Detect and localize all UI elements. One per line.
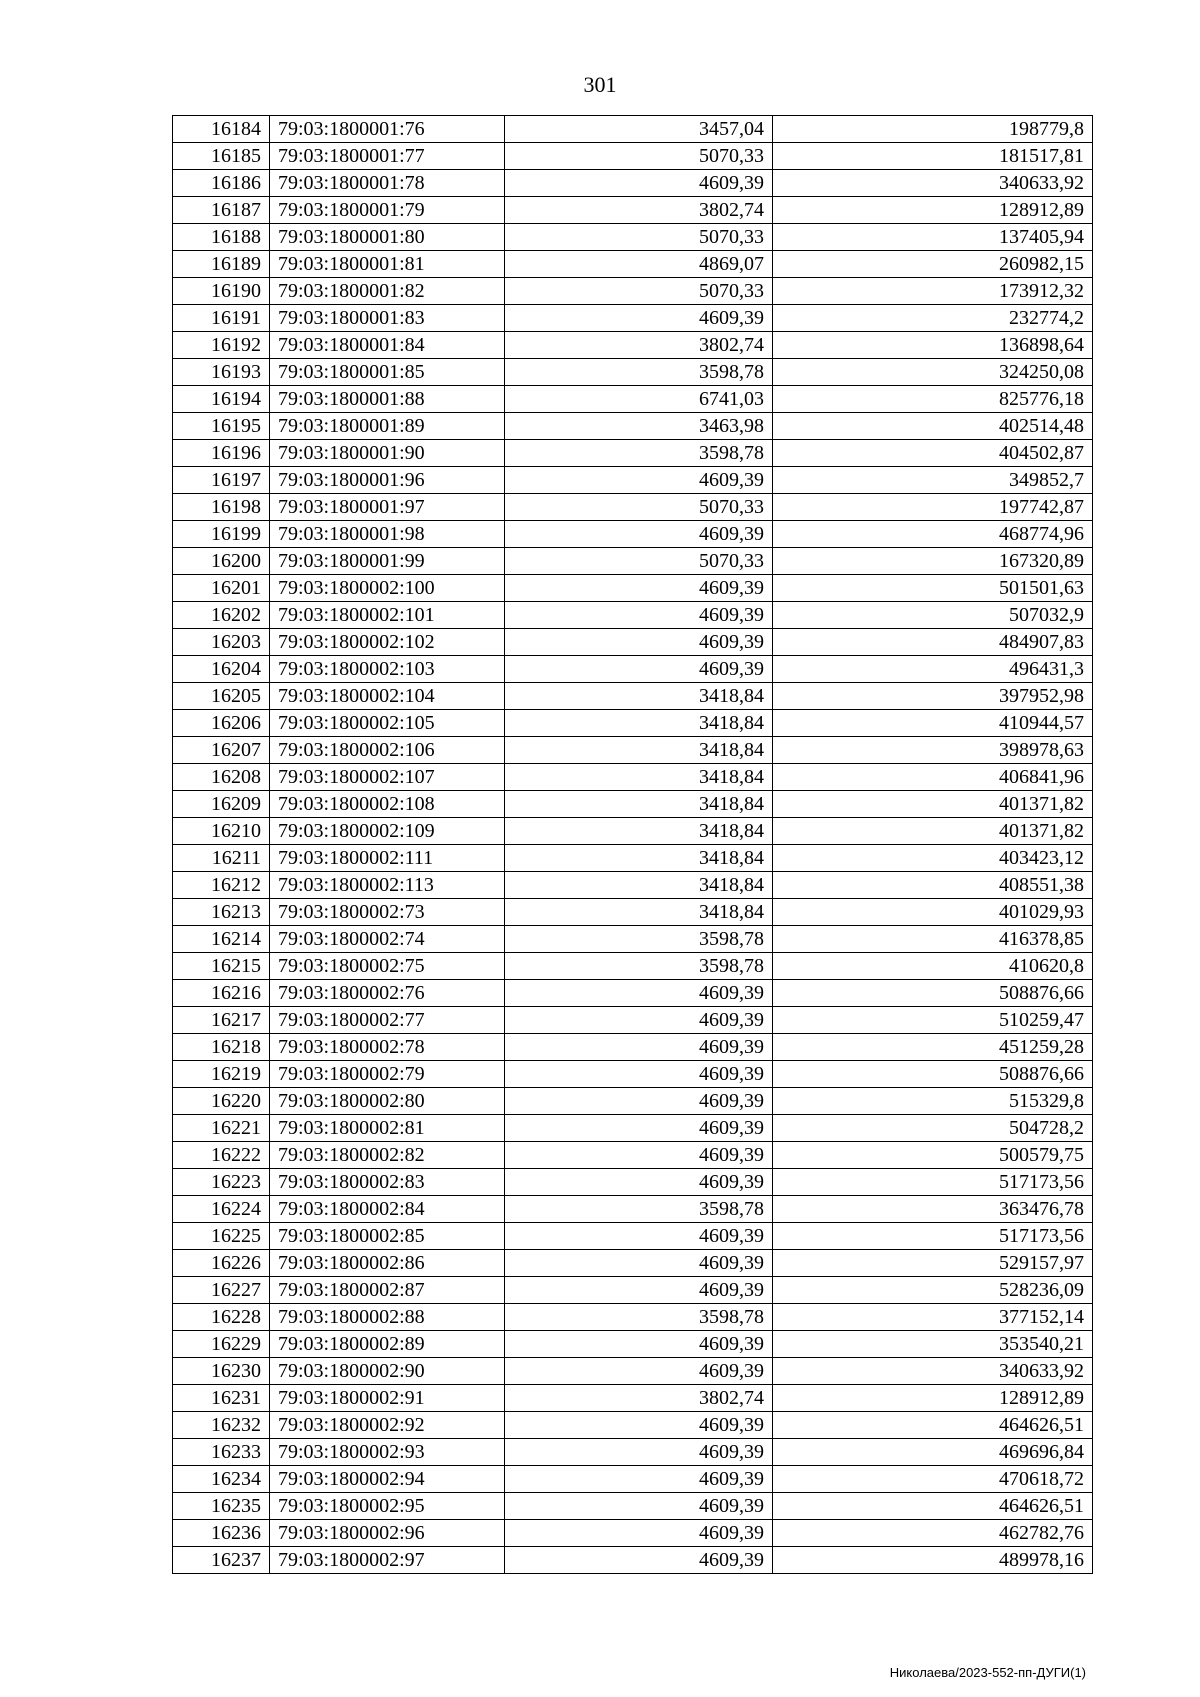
table-row: [173, 1358, 1093, 1385]
row-number-cell: 16222: [173, 1142, 270, 1169]
row-number-cell: 16223: [173, 1169, 270, 1196]
cost-cell: 197742,87: [773, 494, 1093, 521]
row-number-cell: 16196: [173, 440, 270, 467]
table-row: [173, 386, 1093, 413]
cost-cell: 401371,82: [773, 791, 1093, 818]
area-cell: 3418,84: [505, 764, 773, 791]
cadastral-number-cell: 79:03:1800001:78: [270, 170, 505, 197]
cadastral-number-cell: 79:03:1800002:76: [270, 980, 505, 1007]
row-number-cell: 16224: [173, 1196, 270, 1223]
area-cell: 3598,78: [505, 359, 773, 386]
area-cell: 3463,98: [505, 413, 773, 440]
cost-cell: 406841,96: [773, 764, 1093, 791]
cost-cell: 468774,96: [773, 521, 1093, 548]
area-cell: 3802,74: [505, 332, 773, 359]
cadastral-number-cell: 79:03:1800002:83: [270, 1169, 505, 1196]
cost-cell: 410944,57: [773, 710, 1093, 737]
cost-cell: 825776,18: [773, 386, 1093, 413]
area-cell: 3418,84: [505, 737, 773, 764]
cadastral-number-cell: 79:03:1800001:90: [270, 440, 505, 467]
cadastral-table: [172, 115, 1093, 1574]
cadastral-number-cell: 79:03:1800002:103: [270, 656, 505, 683]
table-row: [173, 1331, 1093, 1358]
cost-cell: 464626,51: [773, 1412, 1093, 1439]
cadastral-number-cell: 79:03:1800001:83: [270, 305, 505, 332]
area-cell: 4609,39: [505, 1439, 773, 1466]
cadastral-number-cell: 79:03:1800001:80: [270, 224, 505, 251]
cadastral-number-cell: 79:03:1800001:89: [270, 413, 505, 440]
area-cell: 4609,39: [505, 1358, 773, 1385]
row-number-cell: 16226: [173, 1250, 270, 1277]
table-row: [173, 359, 1093, 386]
cost-cell: 410620,8: [773, 953, 1093, 980]
table-row: [173, 980, 1093, 1007]
cadastral-number-cell: 79:03:1800002:82: [270, 1142, 505, 1169]
cost-cell: 128912,89: [773, 197, 1093, 224]
table-row: [173, 1196, 1093, 1223]
area-cell: 5070,33: [505, 548, 773, 575]
table-row: [173, 629, 1093, 656]
table-row: [173, 926, 1093, 953]
row-number-cell: 16185: [173, 143, 270, 170]
row-number-cell: 16225: [173, 1223, 270, 1250]
cost-cell: 401371,82: [773, 818, 1093, 845]
cost-cell: 416378,85: [773, 926, 1093, 953]
table-row: [173, 494, 1093, 521]
cadastral-number-cell: 79:03:1800002:100: [270, 575, 505, 602]
area-cell: 4609,39: [505, 602, 773, 629]
cost-cell: 324250,08: [773, 359, 1093, 386]
cadastral-number-cell: 79:03:1800001:79: [270, 197, 505, 224]
area-cell: 4609,39: [505, 575, 773, 602]
table-row: [173, 116, 1093, 143]
row-number-cell: 16234: [173, 1466, 270, 1493]
table-row: [173, 1250, 1093, 1277]
cadastral-number-cell: 79:03:1800002:107: [270, 764, 505, 791]
area-cell: 4609,39: [505, 656, 773, 683]
row-number-cell: 16219: [173, 1061, 270, 1088]
cadastral-number-cell: 79:03:1800001:88: [270, 386, 505, 413]
table-row: [173, 1034, 1093, 1061]
row-number-cell: 16216: [173, 980, 270, 1007]
area-cell: 6741,03: [505, 386, 773, 413]
table-row: [173, 1304, 1093, 1331]
cost-cell: 340633,92: [773, 1358, 1093, 1385]
area-cell: 4609,39: [505, 1007, 773, 1034]
row-number-cell: 16187: [173, 197, 270, 224]
cost-cell: 136898,64: [773, 332, 1093, 359]
row-number-cell: 16227: [173, 1277, 270, 1304]
row-number-cell: 16191: [173, 305, 270, 332]
area-cell: 3802,74: [505, 1385, 773, 1412]
cadastral-number-cell: 79:03:1800002:80: [270, 1088, 505, 1115]
cadastral-number-cell: 79:03:1800002:106: [270, 737, 505, 764]
cadastral-number-cell: 79:03:1800002:79: [270, 1061, 505, 1088]
row-number-cell: 16208: [173, 764, 270, 791]
area-cell: 5070,33: [505, 224, 773, 251]
cost-cell: 484907,83: [773, 629, 1093, 656]
row-number-cell: 16232: [173, 1412, 270, 1439]
table-row: [173, 1385, 1093, 1412]
cadastral-number-cell: 79:03:1800001:77: [270, 143, 505, 170]
row-number-cell: 16202: [173, 602, 270, 629]
area-cell: 4609,39: [505, 1142, 773, 1169]
row-number-cell: 16184: [173, 116, 270, 143]
cadastral-number-cell: 79:03:1800002:89: [270, 1331, 505, 1358]
area-cell: 4609,39: [505, 1520, 773, 1547]
table-row: [173, 440, 1093, 467]
table-row: [173, 791, 1093, 818]
area-cell: 4609,39: [505, 1061, 773, 1088]
cadastral-number-cell: 79:03:1800002:111: [270, 845, 505, 872]
table-row: [173, 1547, 1093, 1574]
cost-cell: 528236,09: [773, 1277, 1093, 1304]
cadastral-number-cell: 79:03:1800001:81: [270, 251, 505, 278]
row-number-cell: 16195: [173, 413, 270, 440]
table-row: [173, 872, 1093, 899]
area-cell: 3418,84: [505, 683, 773, 710]
area-cell: 4609,39: [505, 1412, 773, 1439]
cadastral-number-cell: 79:03:1800002:77: [270, 1007, 505, 1034]
table-row: [173, 764, 1093, 791]
cadastral-number-cell: 79:03:1800002:94: [270, 1466, 505, 1493]
cadastral-number-cell: 79:03:1800001:85: [270, 359, 505, 386]
area-cell: 3598,78: [505, 1304, 773, 1331]
cadastral-number-cell: 79:03:1800002:74: [270, 926, 505, 953]
cadastral-number-cell: 79:03:1800002:96: [270, 1520, 505, 1547]
area-cell: 3418,84: [505, 710, 773, 737]
area-cell: 5070,33: [505, 494, 773, 521]
cadastral-number-cell: 79:03:1800002:108: [270, 791, 505, 818]
row-number-cell: 16186: [173, 170, 270, 197]
row-number-cell: 16215: [173, 953, 270, 980]
row-number-cell: 16217: [173, 1007, 270, 1034]
cost-cell: 401029,93: [773, 899, 1093, 926]
table-row: [173, 197, 1093, 224]
cost-cell: 377152,14: [773, 1304, 1093, 1331]
cost-cell: 128912,89: [773, 1385, 1093, 1412]
area-cell: 3457,04: [505, 116, 773, 143]
cost-cell: 173912,32: [773, 278, 1093, 305]
row-number-cell: 16236: [173, 1520, 270, 1547]
row-number-cell: 16237: [173, 1547, 270, 1574]
row-number-cell: 16218: [173, 1034, 270, 1061]
area-cell: 4609,39: [505, 170, 773, 197]
table-row: [173, 602, 1093, 629]
cadastral-number-cell: 79:03:1800002:85: [270, 1223, 505, 1250]
table-row: [173, 575, 1093, 602]
cadastral-number-cell: 79:03:1800002:90: [270, 1358, 505, 1385]
row-number-cell: 16230: [173, 1358, 270, 1385]
table-row: [173, 656, 1093, 683]
area-cell: 4609,39: [505, 467, 773, 494]
cost-cell: 508876,66: [773, 980, 1093, 1007]
table-row: [173, 332, 1093, 359]
table-row: [173, 1115, 1093, 1142]
document-footer: Николаева/2023-552-пп-ДУГИ(1): [889, 1665, 1086, 1680]
table-row: [173, 467, 1093, 494]
cost-cell: 181517,81: [773, 143, 1093, 170]
area-cell: 4869,07: [505, 251, 773, 278]
cadastral-number-cell: 79:03:1800002:86: [270, 1250, 505, 1277]
table-row: [173, 1466, 1093, 1493]
row-number-cell: 16188: [173, 224, 270, 251]
table-row: [173, 170, 1093, 197]
cost-cell: 500579,75: [773, 1142, 1093, 1169]
cost-cell: 451259,28: [773, 1034, 1093, 1061]
table-row: [173, 521, 1093, 548]
table-row: [173, 1277, 1093, 1304]
table-row: [173, 1088, 1093, 1115]
table-row: [173, 1439, 1093, 1466]
row-number-cell: 16204: [173, 656, 270, 683]
table-row: [173, 548, 1093, 575]
row-number-cell: 16193: [173, 359, 270, 386]
cadastral-number-cell: 79:03:1800002:109: [270, 818, 505, 845]
area-cell: 4609,39: [505, 1250, 773, 1277]
cadastral-number-cell: 79:03:1800002:73: [270, 899, 505, 926]
row-number-cell: 16212: [173, 872, 270, 899]
area-cell: 3598,78: [505, 953, 773, 980]
row-number-cell: 16229: [173, 1331, 270, 1358]
area-cell: 3418,84: [505, 818, 773, 845]
table-row: [173, 899, 1093, 926]
cost-cell: 402514,48: [773, 413, 1093, 440]
cost-cell: 508876,66: [773, 1061, 1093, 1088]
row-number-cell: 16228: [173, 1304, 270, 1331]
row-number-cell: 16221: [173, 1115, 270, 1142]
row-number-cell: 16203: [173, 629, 270, 656]
area-cell: 3598,78: [505, 926, 773, 953]
row-number-cell: 16205: [173, 683, 270, 710]
area-cell: 4609,39: [505, 305, 773, 332]
cadastral-number-cell: 79:03:1800002:92: [270, 1412, 505, 1439]
area-cell: 3418,84: [505, 899, 773, 926]
area-cell: 4609,39: [505, 521, 773, 548]
cost-cell: 469696,84: [773, 1439, 1093, 1466]
row-number-cell: 16211: [173, 845, 270, 872]
row-number-cell: 16233: [173, 1439, 270, 1466]
cost-cell: 489978,16: [773, 1547, 1093, 1574]
row-number-cell: 16190: [173, 278, 270, 305]
cost-cell: 529157,97: [773, 1250, 1093, 1277]
cadastral-number-cell: 79:03:1800002:101: [270, 602, 505, 629]
cost-cell: 470618,72: [773, 1466, 1093, 1493]
row-number-cell: 16220: [173, 1088, 270, 1115]
row-number-cell: 16207: [173, 737, 270, 764]
cost-cell: 464626,51: [773, 1493, 1093, 1520]
cadastral-number-cell: 79:03:1800002:91: [270, 1385, 505, 1412]
table-row: [173, 845, 1093, 872]
cost-cell: 501501,63: [773, 575, 1093, 602]
area-cell: 5070,33: [505, 143, 773, 170]
table-row: [173, 224, 1093, 251]
row-number-cell: 16206: [173, 710, 270, 737]
cadastral-number-cell: 79:03:1800001:96: [270, 467, 505, 494]
area-cell: 3802,74: [505, 197, 773, 224]
cadastral-number-cell: 79:03:1800002:93: [270, 1439, 505, 1466]
cost-cell: 496431,3: [773, 656, 1093, 683]
cost-cell: 398978,63: [773, 737, 1093, 764]
cost-cell: 517173,56: [773, 1169, 1093, 1196]
cost-cell: 507032,9: [773, 602, 1093, 629]
cost-cell: 353540,21: [773, 1331, 1093, 1358]
table-row: [173, 683, 1093, 710]
table-row: [173, 413, 1093, 440]
cadastral-number-cell: 79:03:1800001:97: [270, 494, 505, 521]
table-row: [173, 1412, 1093, 1439]
table-row: [173, 1520, 1093, 1547]
table-row: [173, 143, 1093, 170]
area-cell: 4609,39: [505, 629, 773, 656]
cost-cell: 517173,56: [773, 1223, 1093, 1250]
table-row: [173, 1169, 1093, 1196]
cost-cell: 404502,87: [773, 440, 1093, 467]
cadastral-number-cell: 79:03:1800001:99: [270, 548, 505, 575]
cost-cell: 340633,92: [773, 170, 1093, 197]
area-cell: 4609,39: [505, 1169, 773, 1196]
area-cell: 4609,39: [505, 1088, 773, 1115]
row-number-cell: 16209: [173, 791, 270, 818]
area-cell: 3598,78: [505, 1196, 773, 1223]
cost-cell: 363476,78: [773, 1196, 1093, 1223]
cost-cell: 504728,2: [773, 1115, 1093, 1142]
area-cell: 4609,39: [505, 980, 773, 1007]
table-row: [173, 818, 1093, 845]
cadastral-number-cell: 79:03:1800001:84: [270, 332, 505, 359]
cadastral-number-cell: 79:03:1800001:98: [270, 521, 505, 548]
cost-cell: 510259,47: [773, 1007, 1093, 1034]
table-row: [173, 278, 1093, 305]
cost-cell: 462782,76: [773, 1520, 1093, 1547]
cost-cell: 408551,38: [773, 872, 1093, 899]
table-row: [173, 1223, 1093, 1250]
cost-cell: 198779,8: [773, 116, 1093, 143]
row-number-cell: 16213: [173, 899, 270, 926]
area-cell: 4609,39: [505, 1277, 773, 1304]
cadastral-number-cell: 79:03:1800002:95: [270, 1493, 505, 1520]
area-cell: 4609,39: [505, 1493, 773, 1520]
row-number-cell: 16235: [173, 1493, 270, 1520]
cadastral-number-cell: 79:03:1800002:87: [270, 1277, 505, 1304]
cadastral-number-cell: 79:03:1800002:105: [270, 710, 505, 737]
row-number-cell: 16189: [173, 251, 270, 278]
cadastral-number-cell: 79:03:1800001:76: [270, 116, 505, 143]
row-number-cell: 16200: [173, 548, 270, 575]
table-row: [173, 1007, 1093, 1034]
cadastral-number-cell: 79:03:1800002:102: [270, 629, 505, 656]
row-number-cell: 16231: [173, 1385, 270, 1412]
table-row: [173, 1493, 1093, 1520]
cadastral-number-cell: 79:03:1800002:81: [270, 1115, 505, 1142]
row-number-cell: 16199: [173, 521, 270, 548]
table-row: [173, 710, 1093, 737]
row-number-cell: 16194: [173, 386, 270, 413]
row-number-cell: 16201: [173, 575, 270, 602]
cadastral-number-cell: 79:03:1800002:104: [270, 683, 505, 710]
area-cell: 4609,39: [505, 1115, 773, 1142]
cost-cell: 515329,8: [773, 1088, 1093, 1115]
cadastral-number-cell: 79:03:1800002:75: [270, 953, 505, 980]
cost-cell: 260982,15: [773, 251, 1093, 278]
area-cell: 3418,84: [505, 845, 773, 872]
area-cell: 4609,39: [505, 1223, 773, 1250]
area-cell: 3418,84: [505, 791, 773, 818]
cadastral-number-cell: 79:03:1800002:97: [270, 1547, 505, 1574]
table-row: [173, 953, 1093, 980]
cost-cell: 137405,94: [773, 224, 1093, 251]
table-row: [173, 1061, 1093, 1088]
cost-cell: 403423,12: [773, 845, 1093, 872]
area-cell: 3418,84: [505, 872, 773, 899]
area-cell: 4609,39: [505, 1331, 773, 1358]
row-number-cell: 16192: [173, 332, 270, 359]
table-row: [173, 305, 1093, 332]
row-number-cell: 16210: [173, 818, 270, 845]
cost-cell: 349852,7: [773, 467, 1093, 494]
cadastral-number-cell: 79:03:1800002:113: [270, 872, 505, 899]
row-number-cell: 16198: [173, 494, 270, 521]
area-cell: 4609,39: [505, 1547, 773, 1574]
area-cell: 4609,39: [505, 1466, 773, 1493]
cadastral-number-cell: 79:03:1800001:82: [270, 278, 505, 305]
table-body: [173, 116, 1093, 1574]
table-row: [173, 1142, 1093, 1169]
cost-cell: 397952,98: [773, 683, 1093, 710]
table-row: [173, 737, 1093, 764]
cadastral-number-cell: 79:03:1800002:78: [270, 1034, 505, 1061]
area-cell: 3598,78: [505, 440, 773, 467]
area-cell: 5070,33: [505, 278, 773, 305]
cadastral-number-cell: 79:03:1800002:88: [270, 1304, 505, 1331]
page-number: 301: [583, 72, 617, 97]
cost-cell: 167320,89: [773, 548, 1093, 575]
table-row: [173, 251, 1093, 278]
row-number-cell: 16214: [173, 926, 270, 953]
cost-cell: 232774,2: [773, 305, 1093, 332]
cadastral-number-cell: 79:03:1800002:84: [270, 1196, 505, 1223]
area-cell: 4609,39: [505, 1034, 773, 1061]
row-number-cell: 16197: [173, 467, 270, 494]
